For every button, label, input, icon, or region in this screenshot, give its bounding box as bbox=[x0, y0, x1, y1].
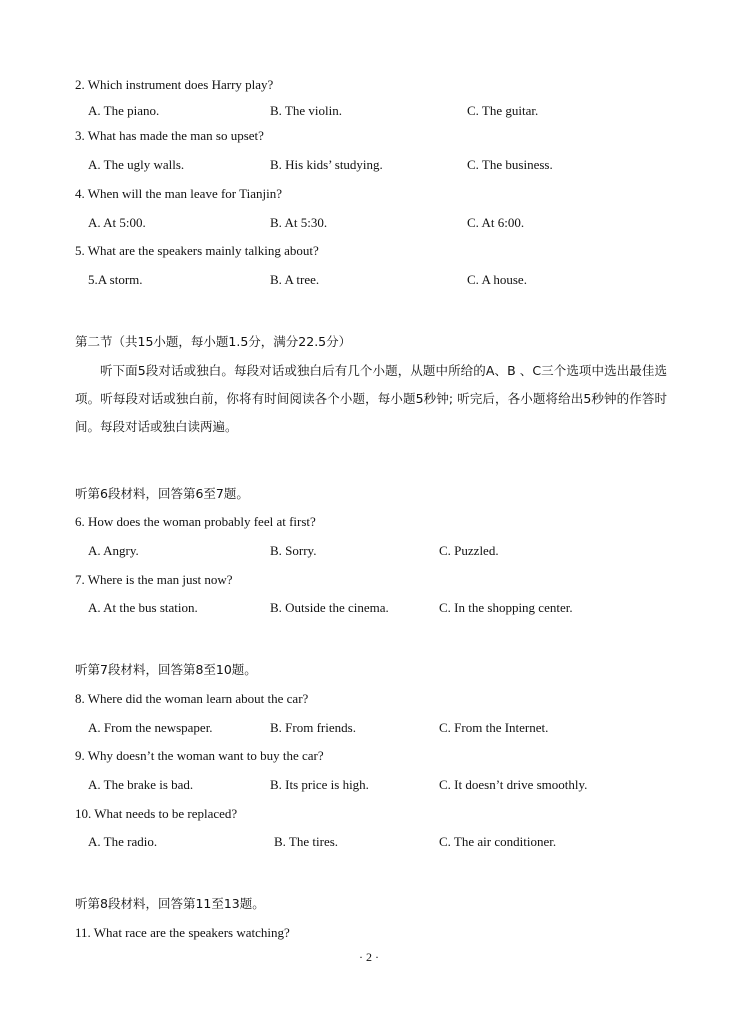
question-3-option-c: C. The business. bbox=[467, 157, 553, 172]
question-10-option-a: A. The radio. bbox=[88, 834, 158, 849]
question-7-option-c: C. In the shopping center. bbox=[439, 600, 573, 615]
question-4-option-a: A. At 5:00. bbox=[88, 215, 146, 230]
question-3-option-b: B. His kids’ studying. bbox=[270, 157, 383, 172]
question-9-option-a: A. The brake is bad. bbox=[88, 777, 194, 792]
question-9-text: 9. Why doesn’t the woman want to buy the car? bbox=[75, 748, 324, 763]
material-6-heading: 听第6段材料，回答第6至7题。 bbox=[75, 486, 249, 501]
material-8-heading: 听第8段材料，回答第11至13题。 bbox=[75, 896, 265, 911]
page-number: · 2 · bbox=[359, 950, 379, 964]
question-8-option-b: B. From friends. bbox=[270, 720, 356, 735]
question-3-option-a: A. The ugly walls. bbox=[88, 157, 185, 172]
question-7-text: 7. Where is the man just now? bbox=[75, 572, 233, 587]
question-2-text: 2. Which instrument does Harry play? bbox=[75, 77, 274, 92]
question-10-option-b: B. The tires. bbox=[274, 834, 339, 849]
question-5-option-a: 5.A storm. bbox=[88, 272, 143, 287]
question-6-option-b: B. Sorry. bbox=[270, 543, 317, 558]
question-6-option-c: C. Puzzled. bbox=[439, 543, 499, 558]
question-8-option-c: C. From the Internet. bbox=[439, 720, 549, 735]
question-2-option-b: B. The violin. bbox=[270, 103, 342, 118]
question-4-option-c: C. At 6:00. bbox=[467, 215, 525, 230]
question-7-option-a: A. At the bus station. bbox=[88, 600, 198, 615]
question-11-text: 11. What race are the speakers watching? bbox=[75, 925, 290, 940]
question-5-text: 5. What are the speakers mainly talking about? bbox=[75, 243, 319, 258]
question-3-text: 3. What has made the man so upset? bbox=[75, 128, 264, 143]
question-5-option-c: C. A house. bbox=[467, 272, 527, 287]
question-6-option-a: A. Angry. bbox=[88, 543, 139, 558]
question-5-option-b: B. A tree. bbox=[270, 272, 320, 287]
section-2-heading: 第二节（共15小题，每小题1.5分，满分22.5分） bbox=[75, 334, 352, 349]
question-2-option-c: C. The guitar. bbox=[467, 103, 539, 118]
question-9-option-c: C. It doesn’t drive smoothly. bbox=[439, 777, 588, 792]
question-9-option-b: B. Its price is high. bbox=[270, 777, 369, 792]
question-4-option-b: B. At 5:30. bbox=[270, 215, 328, 230]
question-2-option-a: A. The piano. bbox=[88, 103, 160, 118]
question-8-text: 8. Where did the woman learn about the car? bbox=[75, 691, 309, 706]
question-7-option-b: B. Outside the cinema. bbox=[270, 600, 389, 615]
question-4-text: 4. When will the man leave for Tianjin? bbox=[75, 186, 282, 201]
section-2-instructions: 听下面5段对话或独白。每段对话或独白后有几个小题，从题中所给的A、B 、C三个选项中选出最佳选项。听每段对话或独白前，你将有时间阅读各个小题，每小题5秒钟; 听完后，各小题将给出5秒钟的作答时间。每段对话或独白读两遍。 bbox=[75, 363, 667, 434]
question-8-option-a: A. From the newspaper. bbox=[88, 720, 213, 735]
question-6-text: 6. How does the woman probably feel at first? bbox=[75, 514, 316, 529]
question-10-text: 10. What needs to be replaced? bbox=[75, 806, 238, 821]
material-7-heading: 听第7段材料，回答第8至10题。 bbox=[75, 662, 257, 677]
question-10-option-c: C. The air conditioner. bbox=[439, 834, 557, 849]
